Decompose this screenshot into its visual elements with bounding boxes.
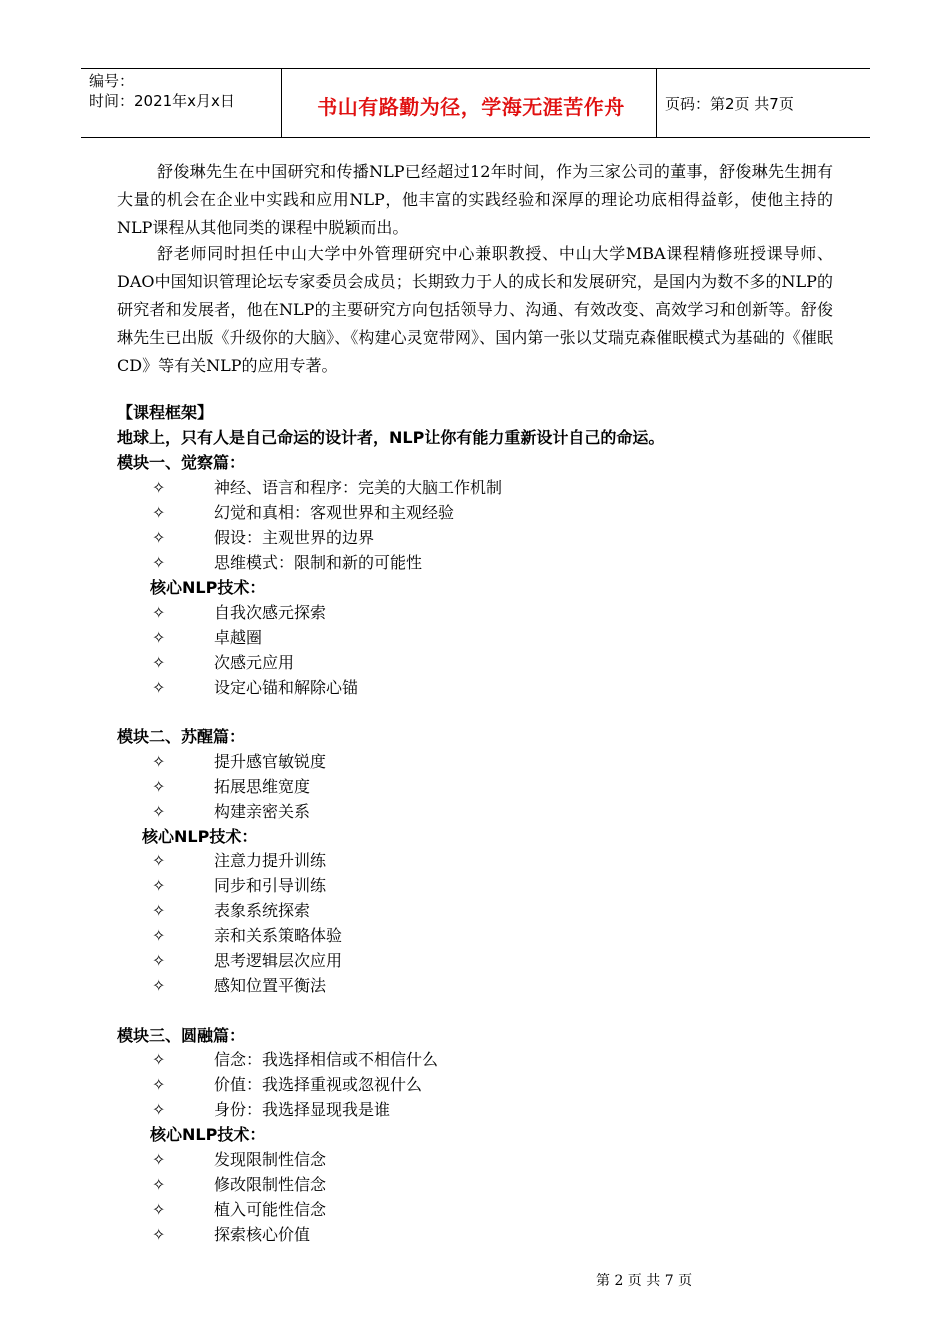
list-item (152, 851, 326, 871)
framework-heading: 【课程框架】 (117, 403, 214, 422)
module-title: 模块一、觉察篇： (117, 453, 246, 472)
list-item (152, 926, 342, 946)
core-label: 核心NLP技术： (142, 827, 258, 846)
list-item-text: 神经、语言和程序：完美的大脑工作机制 (214, 478, 503, 497)
bullet-icon: ✧ (152, 628, 166, 647)
header-meta (89, 71, 235, 111)
list-item (152, 553, 422, 573)
list-item (152, 1150, 326, 1170)
bullet-icon: ✧ (152, 603, 166, 622)
list-item-text: 自我次感元探索 (214, 603, 327, 622)
bullet-icon: ✧ (152, 777, 166, 796)
list-item (152, 653, 294, 673)
list-item (152, 1225, 310, 1245)
module-title: 模块三、圆融篇： (117, 1026, 246, 1045)
bullet-icon: ✧ (152, 653, 166, 672)
header-motto: 书山有路勤为径，学海无涯苦作舟 (317, 95, 625, 119)
bullet-icon: ✧ (152, 678, 166, 697)
list-item-text: 感知位置平衡法 (214, 976, 327, 995)
list-item-text: 构建亲密关系 (214, 802, 311, 821)
bullet-icon: ✧ (152, 951, 166, 970)
bullet-icon: ✧ (152, 1075, 166, 1094)
list-item (152, 901, 310, 921)
list-item-text: 设定心锚和解除心锚 (214, 678, 359, 697)
module-title: 模块二、苏醒篇： (117, 727, 246, 746)
bullet-icon: ✧ (152, 976, 166, 995)
list-item-text: 信念：我选择相信或不相信什么 (214, 1050, 439, 1069)
header-page-label: 页码：第2页 共7页 (665, 95, 794, 113)
bullet-icon: ✧ (152, 1200, 166, 1219)
bullet-icon: ✧ (152, 1050, 166, 1069)
list-item (152, 528, 374, 548)
list-item (152, 1200, 326, 1220)
list-item-text: 拓展思维宽度 (214, 777, 311, 796)
list-item (152, 603, 326, 623)
bullet-icon: ✧ (152, 1225, 166, 1244)
list-item-text: 提升感官敏锐度 (214, 752, 327, 771)
bullet-icon: ✧ (152, 478, 166, 497)
list-item-text: 修改限制性信念 (214, 1175, 327, 1194)
list-item-text: 注意力提升训练 (214, 851, 327, 870)
bullet-icon: ✧ (152, 851, 166, 870)
framework-tagline: 地球上，只有人是自己命运的设计者，NLP让你有能力重新设计自己的命运。 (117, 428, 665, 447)
bullet-icon: ✧ (152, 876, 166, 895)
list-item (152, 777, 310, 797)
list-item (152, 478, 502, 498)
list-item-text: 幻觉和真相：客观世界和主观经验 (214, 503, 455, 522)
bullet-icon: ✧ (152, 802, 166, 821)
bullet-icon: ✧ (152, 926, 166, 945)
header-divider (281, 69, 282, 137)
list-item (152, 876, 326, 896)
list-item (152, 1075, 422, 1095)
list-item-text: 卓越圈 (214, 628, 263, 647)
bullet-icon: ✧ (152, 901, 166, 920)
bullet-icon: ✧ (152, 553, 166, 572)
list-item-text: 身份：我选择显现我是谁 (214, 1100, 391, 1119)
bullet-icon: ✧ (152, 503, 166, 522)
bullet-icon: ✧ (152, 1175, 166, 1194)
core-label: 核心NLP技术： (150, 578, 266, 597)
list-item-text: 同步和引导训练 (214, 876, 327, 895)
list-item-text: 思维模式：限制和新的可能性 (214, 553, 423, 572)
list-item-text: 次感元应用 (214, 653, 295, 672)
list-item (152, 1175, 326, 1195)
list-item (152, 951, 342, 971)
number-label: 编号： (89, 72, 135, 90)
page-header (81, 68, 870, 138)
time-label: 时间：2021年x月x日 (89, 92, 235, 110)
bullet-icon: ✧ (152, 528, 166, 547)
intro-paragraph-2: 舒老师同时担任中山大学中外管理研究中心兼职教授、中山大学MBA课程精修班授课导师、DAO中国知识管理论坛专家委员会成员；长期致力于人的成长和发展研究，是国内为数不多的NLP的研究者和发展者，他在NLP的主要研究方向包括领导力、沟通、有效改变、高效学习和创新等。舒俊琳先生已出版《升级你的大脑》、《构建心灵宽带网》、国内第一张以艾瑞克森催眠模式为基础的《催眠CD》等有关NLP的应用专著。 (117, 244, 833, 375)
list-item (152, 1050, 438, 1070)
list-item-text: 发现限制性信念 (214, 1150, 327, 1169)
list-item-text: 亲和关系策略体验 (214, 926, 343, 945)
list-item-text: 假设：主观世界的边界 (214, 528, 375, 547)
bullet-icon: ✧ (152, 1100, 166, 1119)
bullet-icon: ✧ (152, 1150, 166, 1169)
list-item (152, 678, 358, 698)
list-item-text: 探索核心价值 (214, 1225, 311, 1244)
list-item (152, 752, 326, 772)
bullet-icon: ✧ (152, 752, 166, 771)
core-label: 核心NLP技术： (150, 1125, 266, 1144)
list-item-text: 表象系统探索 (214, 901, 311, 920)
list-item (152, 628, 262, 648)
list-item-text: 思考逻辑层次应用 (214, 951, 343, 970)
list-item-text: 价值：我选择重视或忽视什么 (214, 1075, 423, 1094)
page-footer: 第 2 页 共 7 页 (596, 1273, 693, 1289)
list-item (152, 976, 326, 996)
header-divider (656, 69, 657, 137)
list-item (152, 802, 310, 822)
list-item (152, 503, 454, 523)
list-item-text: 植入可能性信念 (214, 1200, 327, 1219)
list-item (152, 1100, 390, 1120)
intro-paragraph-1: 舒俊琳先生在中国研究和传播NLP已经超过12年时间，作为三家公司的董事，舒俊琳先生拥有大量的机会在企业中实践和应用NLP，他丰富的实践经验和深厚的理论功底相得益彰，使他主持的NLP课程从其他同类的课程中脱颖而出。 (117, 162, 833, 237)
